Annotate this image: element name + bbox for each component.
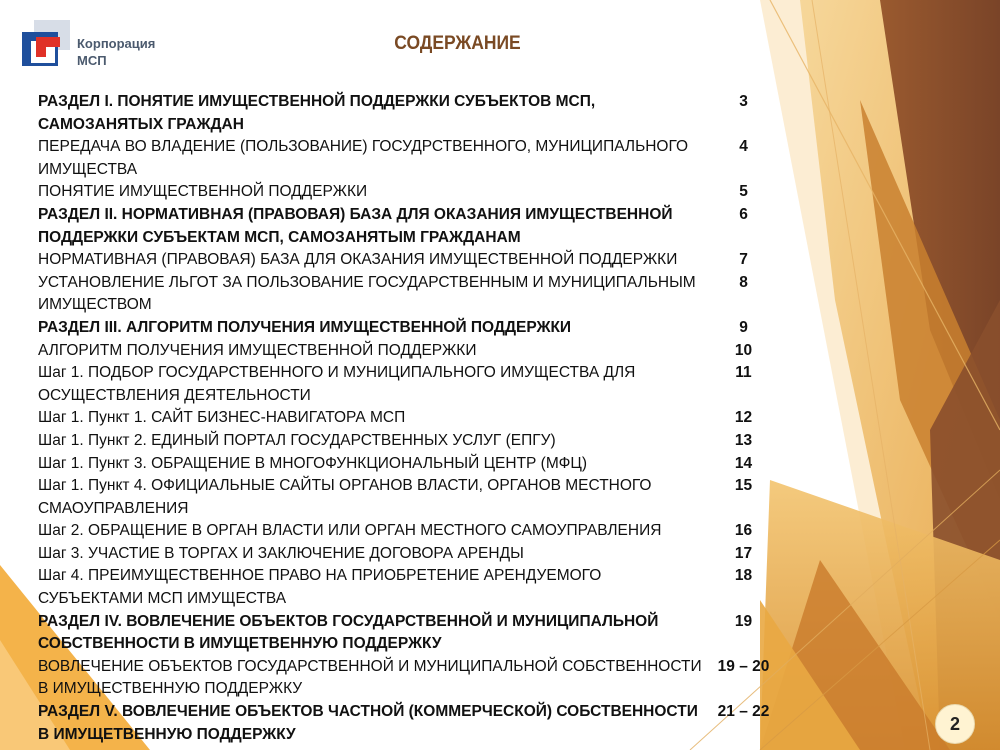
toc-row[interactable] (38, 181, 798, 204)
toc-entry-text: РАЗДЕЛ I. ПОНЯТИЕ ИМУЩЕСТВЕННОЙ ПОДДЕРЖКИ СУБЪЕКТОВ МСП, САМОЗАНЯТЫХ ГРАЖДАН (38, 93, 596, 133)
toc-page-number: 7 (739, 251, 748, 269)
toc-page-number: 14 (734, 454, 753, 472)
toc-entry-text: НОРМАТИВНАЯ (ПРАВОВАЯ) БАЗА ДЛЯ ОКАЗАНИЯ ИМУЩЕСТВЕННОЙ ПОДДЕРЖКИ (38, 251, 678, 269)
toc-page-number: 9 (739, 318, 748, 336)
logo-mark-icon (22, 20, 72, 68)
toc-entry-text: ПЕРЕДАЧА ВО ВЛАДЕНИЕ (ПОЛЬЗОВАНИЕ) ГОСУДРСТВЕННОГО, МУНИЦИПАЛЬНОГО ИМУЩЕСТВА (38, 138, 689, 178)
toc-entry-text: Шаг 4. ПРЕИМУЩЕСТВЕННОЕ ПРАВО НА ПРИОБРЕТЕНИЕ АРЕНДУЕМОГО СУБЪЕКТАМИ МСП ИМУЩЕСТВА (38, 567, 602, 608)
toc-row[interactable] (38, 249, 798, 272)
toc-row[interactable] (38, 656, 798, 701)
toc-entry-text: РАЗДЕЛ V. ВОВЛЕЧЕНИЕ ОБЪЕКТОВ ЧАСТНОЙ (КОММЕРЧЕСКОЙ) СОБСТВЕННОСТИ В ИМУЩЕТВЕННУЮ ПОДДЕРЖКУ (38, 703, 698, 743)
toc-section-row[interactable] (38, 317, 798, 340)
toc-page-number: 6 (739, 205, 748, 223)
page-number-badge: 2 (935, 704, 975, 744)
toc-page-number: 3 (739, 93, 748, 110)
toc-entry-text: Шаг 1. Пункт 2. ЕДИНЫЙ ПОРТАЛ ГОСУДАРСТВЕННЫХ УСЛУГ (ЕПГУ) (38, 431, 556, 449)
toc-row[interactable] (38, 362, 798, 407)
toc-page-number: 16 (734, 522, 753, 540)
toc-entry-text: Шаг 1. Пункт 4. ОФИЦИАЛЬНЫЕ САЙТЫ ОРГАНОВ ВЛАСТИ, ОРГАНОВ МЕСТНОГО СМАОУПРАВЛЕНИЯ (38, 477, 652, 517)
toc-section-row[interactable] (38, 701, 798, 746)
toc-page-number: 18 (734, 567, 753, 585)
toc-entry-text: ВОВЛЕЧЕНИЕ ОБЪЕКТОВ ГОСУДАРСТВЕННОЙ И МУНИЦИПАЛЬНОЙ СОБСТВЕННОСТИ В ИМУЩЕСТВЕННУЮ ПОДДЕРЖКУ (38, 657, 702, 698)
toc-page-number: 21 – 22 (717, 703, 770, 721)
toc-section-row[interactable] (38, 611, 798, 656)
toc-row[interactable] (38, 520, 798, 543)
toc-page-number: 10 (734, 341, 753, 359)
toc-page-number: 17 (734, 544, 753, 562)
toc-entry-text: ПОНЯТИЕ ИМУЩЕСТВЕННОЙ ПОДДЕРЖКИ (38, 183, 368, 201)
toc-page-number: 5 (739, 183, 748, 201)
toc-row[interactable] (38, 272, 798, 317)
toc-entry-text: УСТАНОВЛЕНИЕ ЛЬГОТ ЗА ПОЛЬЗОВАНИЕ ГОСУДАРСТВЕННЫМ И МУНИЦИПАЛЬНЫМ ИМУЩЕСТВОМ (38, 273, 696, 314)
toc-entry-text: Шаг 2. ОБРАЩЕНИЕ В ОРГАН ВЛАСТИ ИЛИ ОРГАН МЕСТНОГО САМОУПРАВЛЕНИЯ (38, 522, 662, 540)
logo-line-2: МСП (77, 53, 107, 68)
toc-row[interactable] (38, 430, 798, 453)
toc-section-row[interactable] (38, 204, 798, 249)
toc-page-number: 11 (735, 364, 752, 382)
toc-row[interactable] (38, 543, 798, 566)
page-title: СОДЕРЖАНИЕ (394, 33, 521, 54)
toc-entry-text: РАЗДЕЛ IV. ВОВЛЕЧЕНИЕ ОБЪЕКТОВ ГОСУДАРСТВЕННОЙ И МУНИЦИПАЛЬНОЙ СОБСТВЕННОСТИ В ИМУЩЕТВЕННУЮ ПОДДЕРЖКУ (38, 612, 659, 653)
toc-page-number: 4 (739, 138, 748, 156)
toc-entry-text: АЛГОРИТМ ПОЛУЧЕНИЯ ИМУЩЕСТВЕННОЙ ПОДДЕРЖКИ (38, 341, 477, 359)
toc-section-row[interactable] (38, 91, 798, 136)
corporation-msp-logo (22, 20, 172, 70)
toc-entry-text: РАЗДЕЛ III. АЛГОРИТМ ПОЛУЧЕНИЯ ИМУЩЕСТВЕННОЙ ПОДДЕРЖКИ (38, 318, 572, 336)
table-of-contents (38, 91, 798, 746)
toc-page-number: 12 (734, 409, 753, 427)
toc-entry-text: Шаг 3. УЧАСТИЕ В ТОРГАХ И ЗАКЛЮЧЕНИЕ ДОГОВОРА АРЕНДЫ (38, 544, 524, 562)
toc-row[interactable] (38, 407, 798, 430)
toc-page-number: 13 (734, 431, 753, 449)
toc-page-number: 19 (734, 612, 753, 630)
toc-page-number: 15 (734, 477, 753, 495)
toc-row[interactable] (38, 453, 798, 476)
toc-page-number: 19 – 20 (717, 657, 770, 675)
toc-entry-text: Шаг 1. Пункт 1. САЙТ БИЗНЕС-НАВИГАТОРА МСП (38, 409, 406, 427)
toc-entry-text: Шаг 1. ПОДБОР ГОСУДАРСТВЕННОГО И МУНИЦИПАЛЬНОГО ИМУЩЕСТВА ДЛЯ ОСУЩЕСТВЛЕНИЯ ДЕЯТЕЛЬНОСТИ (38, 364, 636, 404)
toc-row[interactable] (38, 475, 798, 520)
toc-row[interactable] (38, 136, 798, 181)
toc-entry-text: Шаг 1. Пункт 3. ОБРАЩЕНИЕ В МНОГОФУНКЦИОНАЛЬНЫЙ ЦЕНТР (МФЦ) (38, 454, 587, 472)
logo-line-1: Корпорация (77, 36, 156, 51)
toc-row[interactable] (38, 340, 798, 363)
toc-entry-text: РАЗДЕЛ II. НОРМАТИВНАЯ (ПРАВОВАЯ) БАЗА ДЛЯ ОКАЗАНИЯ ИМУЩЕСТВЕННОЙ ПОДДЕРЖКИ СУБЪЕКТАМ МСП, САМОЗАНЯТЫМ ГРАЖДАНАМ (38, 205, 673, 246)
logo-text (77, 35, 177, 69)
toc-page-number: 8 (739, 273, 748, 291)
toc-row[interactable] (38, 565, 798, 610)
